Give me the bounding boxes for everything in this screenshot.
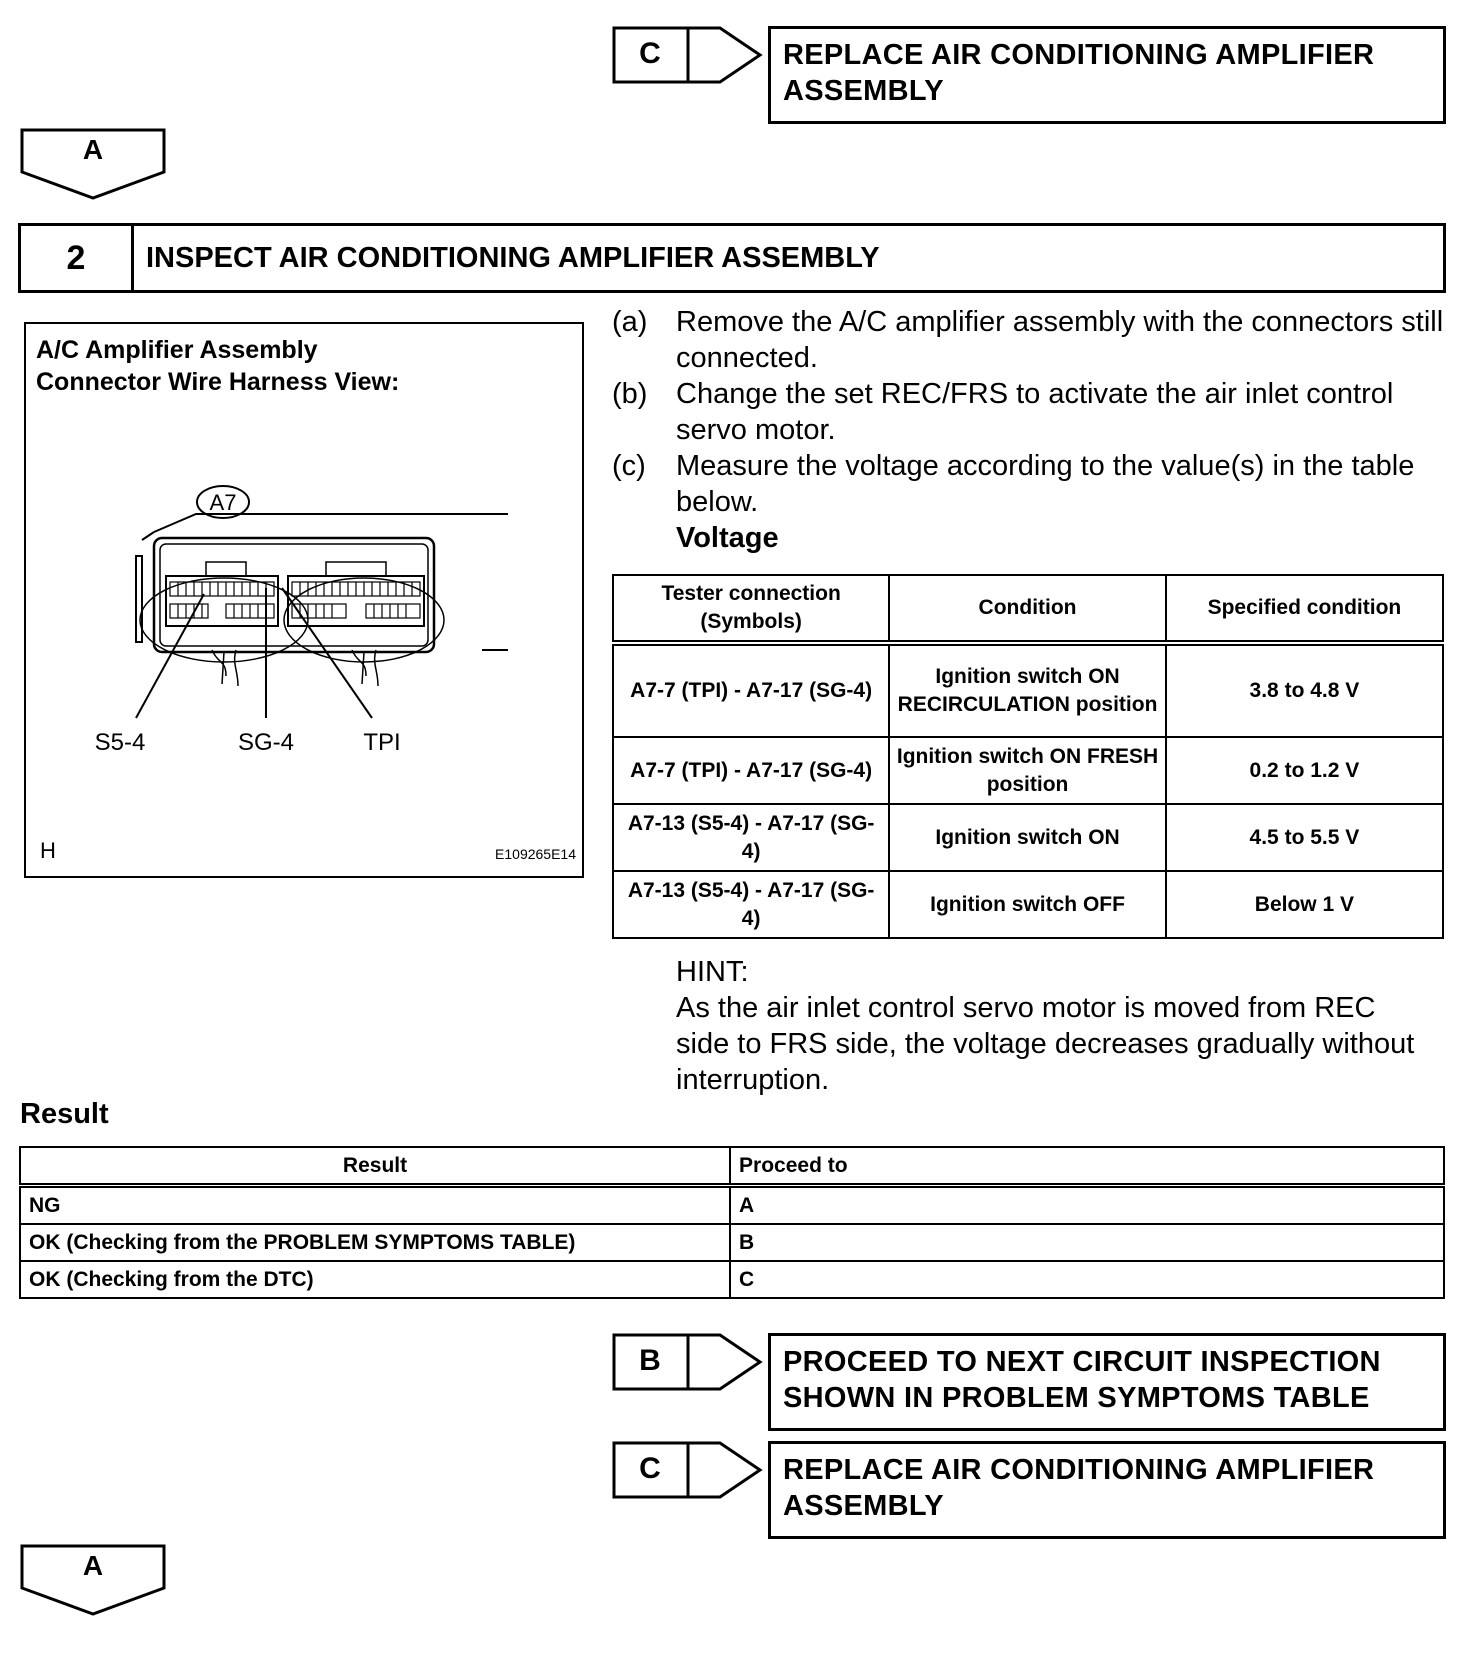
action-proceed-next-circuit	[768, 1333, 1446, 1431]
voltage-table	[612, 574, 1444, 939]
procedure-item	[612, 376, 1448, 448]
procedure-item	[612, 448, 1448, 520]
step-number: 2	[21, 226, 134, 290]
procedure-letter: (a)	[612, 306, 648, 338]
branch-tag-b[interactable]	[612, 1333, 762, 1391]
column-header: Specified condition	[1166, 575, 1443, 643]
connector-figure	[24, 322, 584, 878]
branch-tag-c-top[interactable]	[612, 26, 762, 84]
procedure-text: Change the set REC/FRS to activate the air inlet control servo motor.	[676, 378, 1394, 446]
action-replace-amplifier-top	[768, 26, 1446, 124]
action-text-line2: ASSEMBLY	[783, 1490, 944, 1522]
table-cell: B	[730, 1224, 1444, 1261]
pin-label-s5-4: S5-4	[94, 729, 146, 756]
table-cell: OK (Checking from the PROBLEM SYMPTOMS TABLE)	[20, 1224, 730, 1261]
table-cell: 0.2 to 1.2 V	[1166, 737, 1443, 804]
table-row	[613, 643, 1443, 737]
figure-code: E109265E14	[495, 846, 576, 862]
continue-tag-label: A	[82, 1550, 104, 1581]
procedure-letter: (b)	[612, 378, 648, 410]
table-cell: Ignition switch ON FRESH position	[889, 737, 1166, 804]
table-row	[20, 1261, 1444, 1298]
figure-title-line2: Connector Wire Harness View:	[36, 368, 400, 396]
column-header: Result	[20, 1147, 730, 1186]
figure-title-line1: A/C Amplifier Assembly	[36, 336, 318, 364]
table-cell: Ignition switch OFF	[889, 871, 1166, 938]
action-text-line1: REPLACE AIR CONDITIONING AMPLIFIER	[783, 1454, 1375, 1486]
table-cell: NG	[20, 1186, 730, 1225]
figure-corner-mark: H	[40, 838, 56, 863]
table-cell: A7-7 (TPI) - A7-17 (SG-4)	[613, 737, 889, 804]
table-row	[20, 1186, 1444, 1225]
table-header-row	[20, 1147, 1444, 1186]
pin-label-sg-4: SG-4	[237, 729, 295, 756]
table-cell: 4.5 to 5.5 V	[1166, 804, 1443, 871]
continue-tag-label: A	[82, 134, 104, 165]
step-header	[18, 223, 1446, 293]
action-text-line1: PROCEED TO NEXT CIRCUIT INSPECTION	[783, 1346, 1381, 1378]
table-cell: Ignition switch ON RECIRCULATION position	[889, 643, 1166, 737]
column-header: Condition	[889, 575, 1166, 643]
table-cell: A7-7 (TPI) - A7-17 (SG-4)	[613, 643, 889, 737]
result-label: Result	[20, 1098, 109, 1130]
action-replace-amplifier	[768, 1441, 1446, 1539]
continue-tag-a-top[interactable]	[20, 128, 166, 200]
action-text-line2: SHOWN IN PROBLEM SYMPTOMS TABLE	[783, 1382, 1370, 1414]
table-row	[20, 1224, 1444, 1261]
hint-block	[676, 954, 1436, 1098]
procedure-text: Measure the voltage according to the value(s) in the table below.	[676, 450, 1415, 518]
table-cell: OK (Checking from the DTC)	[20, 1261, 730, 1298]
voltage-table-title: Voltage	[676, 522, 779, 554]
column-header: Proceed to	[730, 1147, 1444, 1186]
branch-tag-label: C	[639, 1452, 661, 1485]
connector-diagram	[26, 324, 582, 876]
table-cell: Ignition switch ON	[889, 804, 1166, 871]
result-table	[19, 1146, 1445, 1299]
procedure-steps	[612, 304, 1448, 556]
table-cell: A	[730, 1186, 1444, 1225]
procedure-text: Remove the A/C amplifier assembly with the connectors still connected.	[676, 306, 1444, 374]
table-row	[613, 804, 1443, 871]
hint-text: As the air inlet control servo motor is moved from REC side to FRS side, the voltage decreases gradually without interruption.	[676, 992, 1415, 1096]
hint-label: HINT:	[676, 956, 749, 988]
branch-tag-c[interactable]	[612, 1441, 762, 1499]
column-header: Tester connection (Symbols)	[613, 575, 889, 643]
connector-label: A7	[209, 490, 237, 515]
connector-housing	[154, 538, 434, 652]
table-row	[613, 737, 1443, 804]
table-cell: A7-13 (S5-4) - A7-17 (SG-4)	[613, 804, 889, 871]
action-text: REPLACE AIR CONDITIONING AMPLIFIER ASSEMBLY	[783, 39, 1375, 107]
step-title: INSPECT AIR CONDITIONING AMPLIFIER ASSEMBLY	[146, 241, 880, 274]
branch-tag-label: B	[639, 1344, 661, 1377]
table-header-row	[613, 575, 1443, 643]
table-cell: A7-13 (S5-4) - A7-17 (SG-4)	[613, 871, 889, 938]
procedure-item	[612, 304, 1448, 376]
table-cell: Below 1 V	[1166, 871, 1443, 938]
table-row	[613, 871, 1443, 938]
branch-tag-label: C	[639, 37, 661, 70]
table-cell: C	[730, 1261, 1444, 1298]
table-cell: 3.8 to 4.8 V	[1166, 643, 1443, 737]
pin-label-tpi: TPI	[363, 729, 401, 756]
procedure-letter: (c)	[612, 450, 646, 482]
continue-tag-a-bottom[interactable]	[20, 1544, 166, 1616]
